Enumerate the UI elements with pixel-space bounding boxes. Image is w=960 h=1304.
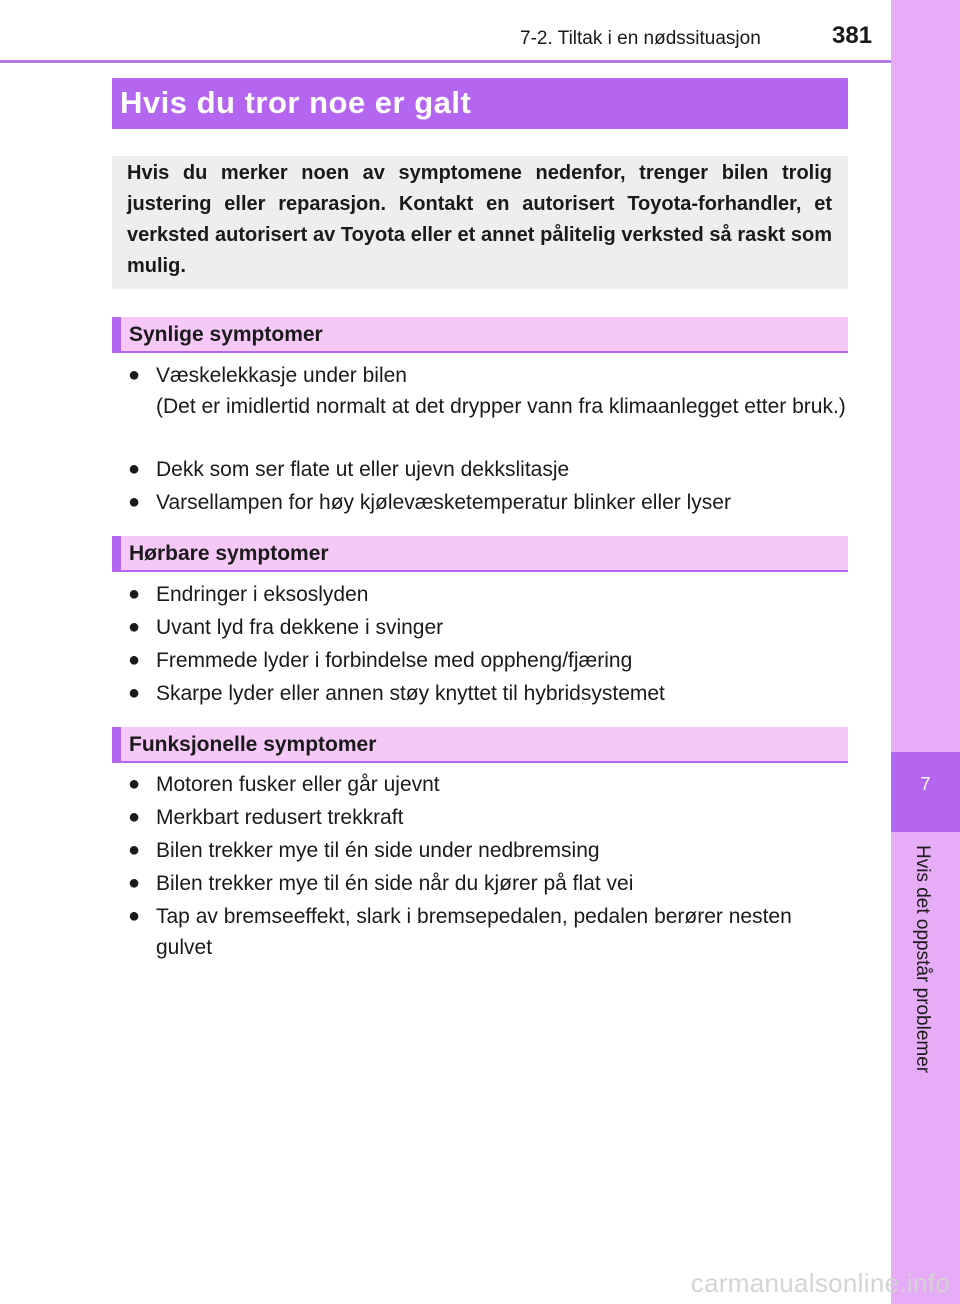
list-item-text: Tap av bremseeffekt, slark i bremsepedalen, pedalen berører nesten gulvet (156, 905, 792, 959)
bullet-icon: ● (128, 458, 141, 480)
list-item (128, 678, 848, 709)
list-item (128, 487, 848, 518)
bullet-icon: ● (128, 905, 141, 927)
section-heading-audible-symptoms: Hørbare symptomer (112, 536, 848, 572)
page-number: 381 (832, 22, 873, 49)
watermark: carmanualsonline.info (690, 1268, 950, 1298)
bullet-icon: ● (128, 839, 141, 861)
list-item-text: Bilen trekker mye til én side under nedbremsing (156, 839, 600, 862)
list-item (128, 579, 848, 610)
page-title: Hvis du tror noe er galt (112, 78, 848, 129)
header-divider (0, 60, 891, 63)
section-heading-visible-symptoms: Synlige symptomer (112, 317, 848, 353)
list-item-text: Motoren fusker eller går ujevnt (156, 773, 440, 796)
list-item (128, 835, 848, 866)
section-heading-functional-symptoms: Funksjonelle symptomer (112, 727, 848, 763)
list-item (128, 612, 848, 643)
bullet-icon: ● (128, 649, 141, 671)
list-item (128, 868, 848, 899)
bullet-icon: ● (128, 583, 141, 605)
list-item-text: Uvant lyd fra dekkene i svinger (156, 616, 444, 639)
list-item-text: Væskelekkasje under bilen (156, 364, 407, 387)
bullet-icon: ● (128, 616, 141, 638)
list-item-text: Bilen trekker mye til én side når du kjører på flat vei (156, 872, 634, 895)
list-item (128, 360, 848, 422)
list-item (128, 645, 848, 676)
list-item-text: Merkbart redusert trekkraft (156, 806, 404, 829)
chapter-number-tab (891, 752, 960, 832)
list-item-note: (Det er imidlertid normalt at det drypper vann fra klimaanlegget etter bruk.) (156, 395, 846, 418)
list-item-text: Dekk som ser flate ut eller ujevn dekkslitasje (156, 458, 570, 481)
bullet-icon: ● (128, 872, 141, 894)
list-item (128, 901, 848, 963)
list-item (128, 769, 848, 800)
chapter-title-vertical: Hvis det oppstår problemer (912, 845, 933, 1074)
bullet-icon: ● (128, 773, 141, 795)
running-header-section: 7-2. Tiltak i en nødssituasjon (520, 28, 761, 49)
bullet-icon: ● (128, 806, 141, 828)
bullet-icon: ● (128, 491, 141, 513)
list-item-text: Fremmede lyder i forbindelse med oppheng/fjæring (156, 649, 633, 672)
bullet-icon: ● (128, 682, 141, 704)
list-item-text: Skarpe lyder eller annen støy knyttet til hybridsystemet (156, 682, 665, 705)
list-item-text: Endringer i eksoslyden (156, 583, 369, 606)
list-item-text: Varsellampen for høy kjølevæsketemperatur blinker eller lyser (156, 491, 731, 514)
list-item (128, 454, 848, 485)
chapter-number: 7 (920, 774, 931, 794)
intro-box: Hvis du merker noen av symptomene nedenfor, trenger bilen trolig justering eller reparasjon. Kontakt en autorisert Toyota-forhandler, et verksted autorisert av Toyota eller et annet pålitelig verksted så raskt som mulig. (112, 156, 848, 289)
chapter-side-tab (891, 0, 960, 1304)
list-item (128, 802, 848, 833)
bullet-icon: ● (128, 364, 141, 386)
